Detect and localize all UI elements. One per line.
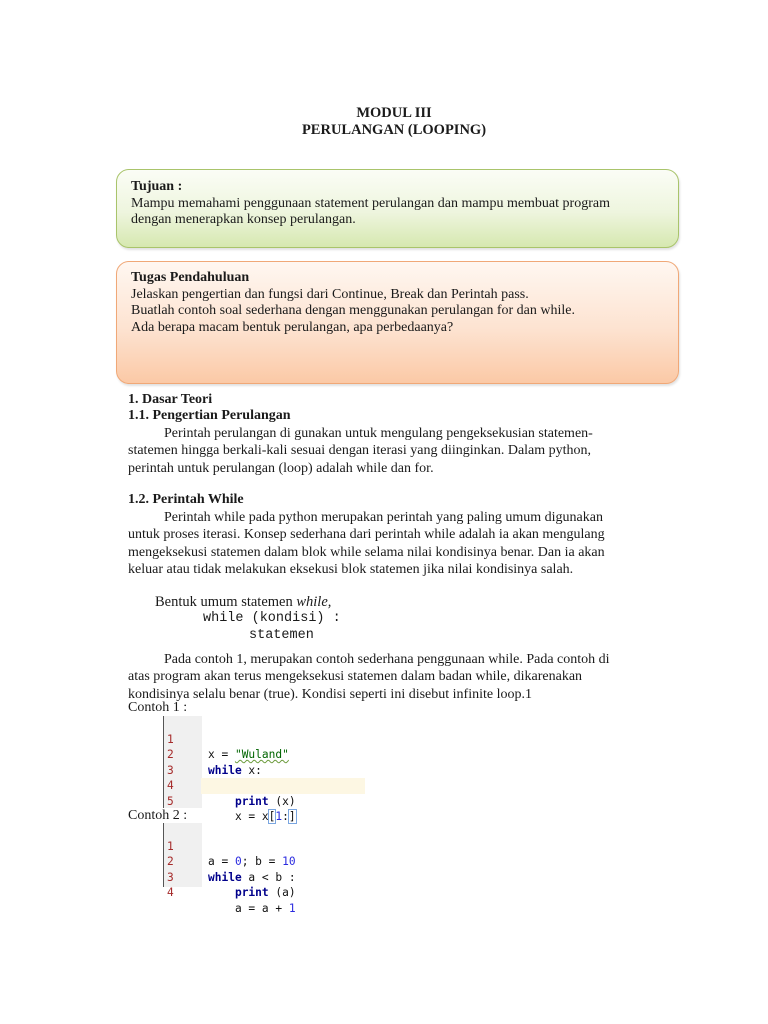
contoh-line-3: kondisinya selalu benar (true). Kondisi seperti ini disebut infinite loop.1 (128, 686, 532, 702)
contoh-1-label: Contoh 1 : (128, 700, 188, 715)
code-line (163, 716, 327, 761)
code-text: x = x[1:] (208, 810, 296, 823)
subsection-heading-while: 1.2. Perintah While (128, 492, 244, 507)
code-line (163, 823, 296, 868)
tugas-item-3: Ada berapa macam bentuk perulangan, apa perbedaanya? (131, 319, 454, 335)
tujuan-text-line1: Mampu memahami penggunaan statement perulangan dan mampu membuat program (131, 195, 610, 211)
tugas-item-2: Buatlah contoh soal sederhana dengan menggunakan perulangan for dan while. (131, 303, 575, 318)
line-number: 1 (167, 732, 174, 746)
line-number: 5 (167, 794, 174, 808)
tujuan-heading: Tujuan : (131, 179, 183, 194)
code-block-contoh-2 (163, 823, 313, 915)
line-number: 3 (167, 870, 174, 884)
tujuan-text-line2: dengan menerapkan konsep perulangan. (131, 212, 356, 227)
bentuk-umum-text: Bentuk umum statemen (155, 594, 297, 610)
line-number: 1 (167, 839, 174, 853)
while-line-1: Perintah while pada python merupakan perintah yang paling umum digunakan (164, 510, 603, 525)
tugas-item-1: Jelaskan pengertian dan fungsi dari Continue, Break dan Perintah pass. (131, 286, 529, 302)
while-paragraph (128, 509, 658, 578)
pengertian-line-2: statemen hingga berkali-kali sesuai dengan iterasi yang diinginkan. Dalam python, (128, 443, 592, 459)
code-text: print (x) (234, 794, 296, 808)
contoh-2-label: Contoh 2 : (128, 808, 188, 823)
code-text: a = 0; b = 10 (208, 855, 296, 868)
contoh-line-2: atas program akan terus mengeksekusi statemen dalam badan while, dikarenakan (128, 669, 583, 685)
line-number: 2 (167, 855, 174, 868)
bentuk-umum-label (155, 594, 331, 611)
bentuk-umum-italic: while, (296, 594, 332, 610)
contoh-line-1: Pada contoh 1, merupakan contoh sederhana penggunaan while. Pada contoh di (164, 652, 610, 667)
pengertian-line-1: Perintah perulangan di gunakan untuk mengulang pengeksekusian statemen- (164, 426, 593, 441)
tugas-pendahuluan-box (116, 261, 679, 384)
code-line (163, 763, 327, 808)
contoh-paragraph (128, 651, 658, 703)
syntax-line-2: statemen (249, 628, 314, 643)
tugas-heading: Tugas Pendahuluan (131, 270, 250, 285)
while-line-2: untuk proses iterasi. Konsep sederhana dari perintah while adalah ia akan mengulang (128, 527, 605, 543)
module-title: MODUL III (356, 105, 432, 121)
code-text: print (a) (234, 886, 296, 899)
subsection-heading-pengertian: 1.1. Pengertian Perulangan (128, 408, 291, 423)
pengertian-paragraph (128, 425, 658, 477)
section-heading-dasar-teori: 1. Dasar Teori (128, 392, 213, 407)
code-text: while x: (208, 763, 262, 777)
pengertian-line-3: perintah untuk perulangan (loop) adalah while dan for. (128, 460, 434, 476)
line-number: 4 (167, 779, 174, 792)
line-number: 3 (167, 763, 174, 777)
while-line-4: keluar atau tidak melakukan eksekusi blok statemen jika nilai kondisinya salah. (128, 561, 574, 577)
module-subtitle: PERULANGAN (LOOPING) (301, 122, 487, 138)
while-line-3: mengeksekusi statemen dalam blok while selama nilai kondisinya benar. Dan ia akan (128, 544, 605, 560)
code-text: a = a + 1 (208, 901, 296, 915)
code-text: x = "Wuland" (208, 748, 289, 761)
syntax-line-1: while (kondisi) : (203, 611, 341, 626)
line-number: 4 (167, 886, 174, 899)
code-text: while a < b : (208, 870, 296, 884)
tujuan-box (116, 169, 679, 248)
line-number: 2 (167, 748, 174, 761)
code-block-contoh-1 (163, 716, 327, 823)
